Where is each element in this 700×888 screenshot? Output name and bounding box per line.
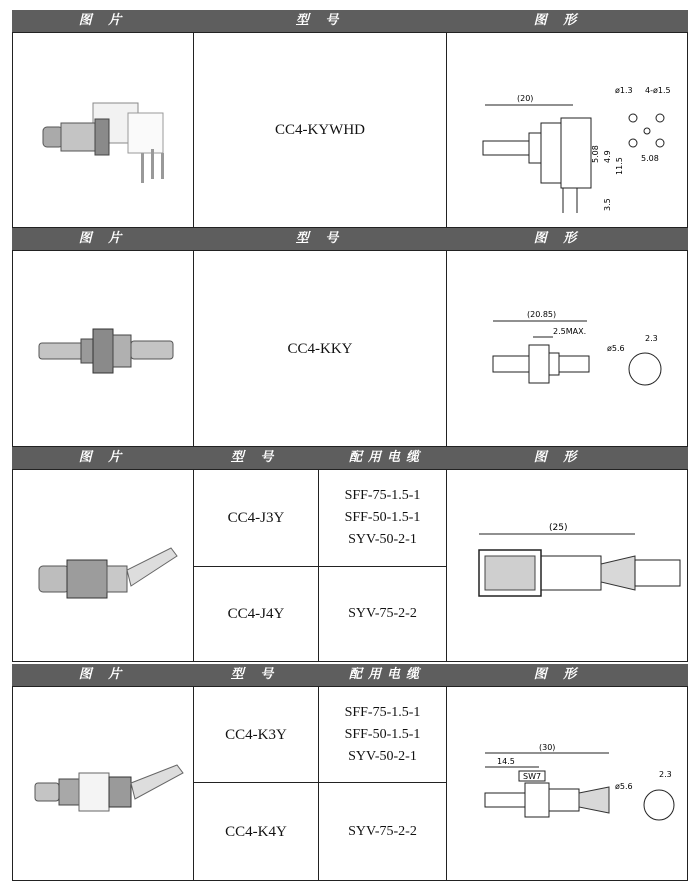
header-bar-1: [12, 10, 688, 32]
header-bar-2: [12, 228, 688, 250]
header-picture: 图 片: [78, 667, 128, 682]
product-row-1: [12, 32, 688, 228]
cable-item: SYV-50-2-1: [348, 532, 417, 547]
dim-label: ø5.6: [615, 782, 633, 791]
cable-item: SFF-75-1.5-1: [344, 488, 421, 503]
dim-label: 11.5: [615, 157, 624, 175]
product-row-4: [12, 686, 688, 881]
header-bar-4: [12, 664, 688, 686]
header-picture: 图 片: [78, 13, 128, 28]
model-cell: CC4-J3Y: [227, 510, 285, 526]
cable-item: SFF-50-1.5-1: [344, 726, 421, 742]
header-model: 型 号: [295, 13, 345, 28]
header-model: 型 号: [230, 450, 280, 465]
technical-drawing: [459, 520, 684, 610]
cable-list: [319, 567, 446, 661]
model-cell: CC4-K3Y: [225, 726, 287, 743]
dim-label: 4.9: [603, 150, 612, 163]
cable-item: SYV-75-2-2: [348, 823, 417, 839]
dim-label: 2.3: [659, 770, 672, 779]
dim-label: 14.5: [497, 757, 515, 766]
cable-list: [319, 687, 446, 782]
technical-drawing: [459, 741, 684, 831]
dim-label: 5.08: [591, 145, 600, 163]
connector-photo: [33, 83, 183, 193]
product-row-2: [12, 250, 688, 447]
dim-label: 4-ø1.5: [645, 86, 671, 95]
dim-label: 2.5MAX.: [553, 327, 587, 336]
dim-label: 5.08: [641, 154, 659, 163]
connector-photo: [31, 321, 181, 381]
header-picture: 图 片: [78, 231, 128, 246]
dim-label: 3.5: [603, 198, 612, 211]
header-model: 型 号: [295, 231, 345, 246]
cable-item: SYV-50-2-1: [348, 748, 417, 764]
cable-list: [319, 783, 446, 880]
cable-list: [319, 470, 446, 566]
dim-label: ø5.6: [607, 344, 625, 353]
header-drawing: 图 形: [533, 667, 583, 682]
model-cell: CC4-J4Y: [227, 606, 285, 622]
dim-label: ø1.3: [615, 86, 633, 95]
dim-label: (25): [549, 523, 568, 533]
cable-item: SYV-75-2-2: [348, 606, 417, 621]
header-drawing: 图 形: [533, 450, 583, 465]
header-cable: 配用电缆: [348, 450, 426, 465]
product-row-3: [12, 469, 688, 662]
model-cell: CC4-KKY: [287, 340, 353, 357]
technical-drawing: [459, 301, 679, 401]
header-drawing: 图 形: [533, 13, 583, 28]
header-bar-3: [12, 447, 688, 469]
model-cell: CC4-K4Y: [225, 823, 287, 840]
model-cell: CC4-KYWHD: [275, 122, 365, 138]
dim-label: (20): [517, 94, 534, 103]
dim-label: (20.85): [527, 310, 557, 319]
dim-label: (30): [539, 743, 556, 752]
cable-item: SFF-50-1.5-1: [344, 510, 421, 525]
technical-drawing: [455, 63, 679, 213]
cable-item: SFF-75-1.5-1: [344, 704, 421, 720]
header-model: 型 号: [230, 667, 280, 682]
header-cable: 配用电缆: [348, 667, 426, 682]
connector-photo: [31, 530, 181, 610]
header-drawing: 图 形: [533, 231, 583, 246]
connector-photo: [27, 747, 187, 827]
dim-label: SW7: [523, 772, 542, 781]
header-picture: 图 片: [78, 450, 128, 465]
dim-label: 2.3: [645, 334, 658, 343]
